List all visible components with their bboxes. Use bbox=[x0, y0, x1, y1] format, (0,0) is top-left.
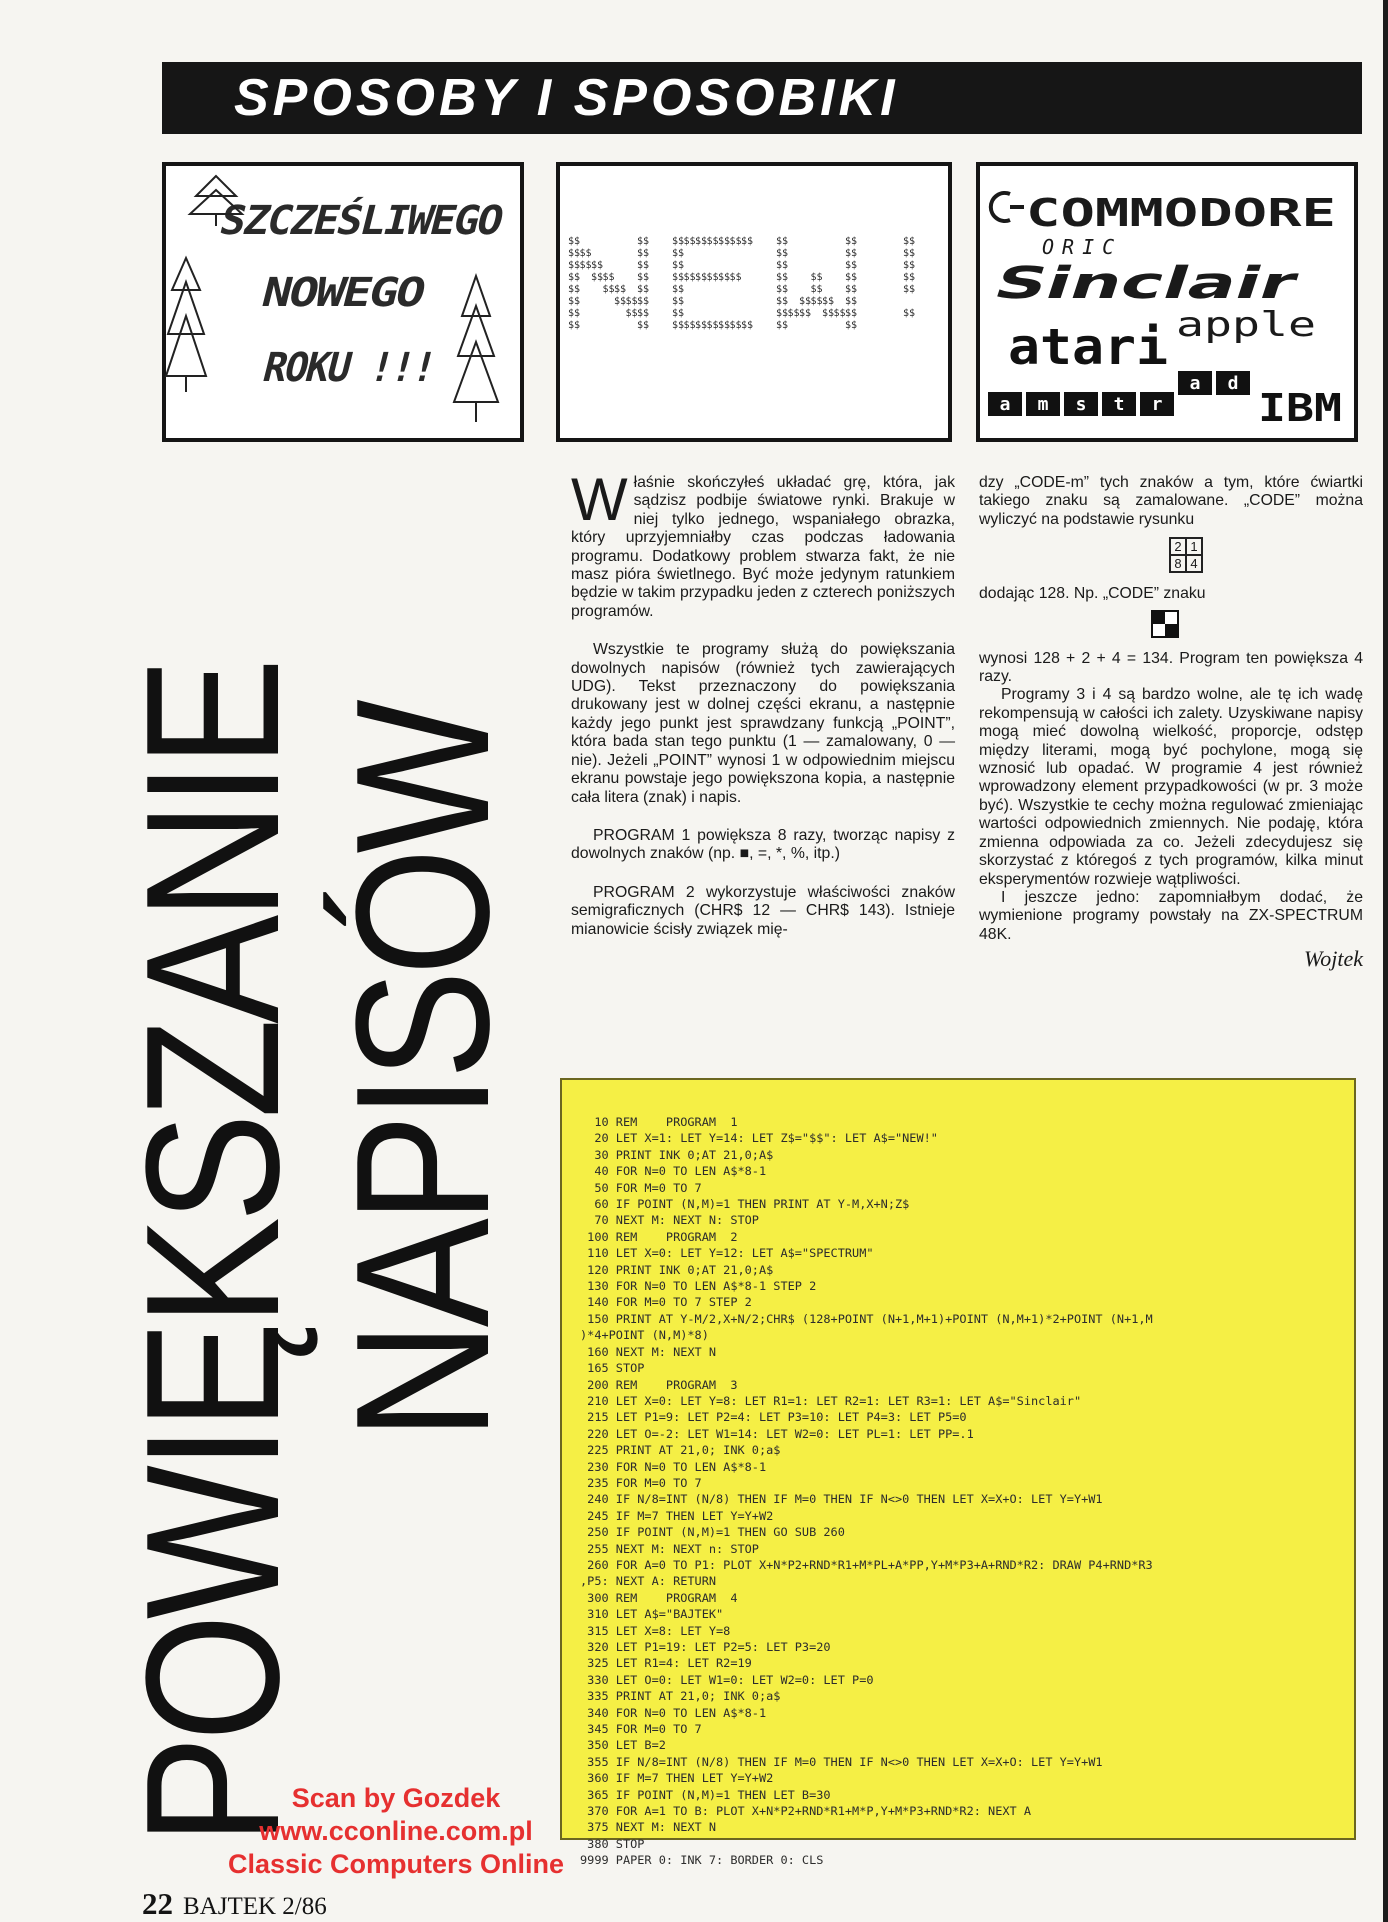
dollar-cell: $$ bbox=[625, 308, 638, 319]
amstrad-letter: d bbox=[1227, 373, 1239, 394]
dollar-cell: $$ bbox=[683, 272, 696, 283]
dollar-cell: $$ bbox=[903, 236, 916, 247]
dollar-cell: $$ bbox=[637, 320, 650, 331]
page-number: 22 bbox=[142, 1886, 173, 1921]
brand-commodore: COMMODORE bbox=[1026, 191, 1336, 235]
section-title: SPOSOBY I SPOSOBIKI bbox=[234, 69, 899, 127]
brand-apple: apple bbox=[1176, 305, 1316, 345]
dollar-cell: $$ bbox=[706, 320, 719, 331]
dollar-cell: $$ bbox=[568, 308, 581, 319]
dollar-cell: $$ bbox=[672, 236, 685, 247]
dollar-cell: $$ bbox=[637, 296, 650, 307]
page-footer bbox=[142, 1886, 327, 1922]
dollar-cell: $$ bbox=[568, 236, 581, 247]
christmas-tree-icon-bottom-left bbox=[166, 258, 206, 392]
dollar-cell: $$ bbox=[833, 308, 846, 319]
page-binding-edge bbox=[1383, 0, 1388, 1922]
brand-logos-graphic bbox=[980, 166, 1354, 438]
dollar-cell: $$ bbox=[672, 296, 685, 307]
dollar-cell: $$ bbox=[706, 272, 719, 283]
dollar-cell: $$ bbox=[787, 308, 800, 319]
dollar-cell: $$ bbox=[903, 260, 916, 271]
dollar-cell: $$ bbox=[845, 308, 858, 319]
dollar-cell: $$ bbox=[845, 320, 858, 331]
dollar-cell: $$ bbox=[695, 236, 708, 247]
brand-atari: atari bbox=[1008, 318, 1168, 376]
basic-program-listing bbox=[560, 1078, 1356, 1868]
dollar-cell: $$ bbox=[568, 248, 581, 259]
dollar-cell: $$ bbox=[637, 308, 650, 319]
amstrad-letter: m bbox=[1037, 394, 1049, 415]
dollar-cell: $$ bbox=[568, 320, 581, 331]
dollar-cell: $$ bbox=[672, 284, 685, 295]
dollar-cell: $$ bbox=[729, 272, 742, 283]
dollar-cell: $$ bbox=[822, 308, 835, 319]
dollar-cell: $$ bbox=[845, 260, 858, 271]
dollar-cell: $$ bbox=[718, 236, 731, 247]
dollar-cell: $$ bbox=[799, 296, 812, 307]
new-year-line-1: SZCZEŚLIWEGO bbox=[215, 196, 492, 244]
dollar-cell: $$ bbox=[776, 308, 789, 319]
scanner-credit bbox=[206, 1782, 586, 1881]
dollar-cell: $$ bbox=[602, 272, 615, 283]
dollar-cell: $$ bbox=[683, 236, 696, 247]
amstrad-letter: a bbox=[1189, 373, 1201, 394]
scanner-line-1: Scan by Gozdek bbox=[291, 1783, 501, 1813]
article-author: Wojtek bbox=[1303, 946, 1363, 972]
screenshot-new-year bbox=[162, 162, 524, 442]
article-title-line-1: POWIĘKSZANIE bbox=[107, 663, 319, 1845]
dollar-cell: $$ bbox=[672, 320, 685, 331]
article-paragraph-8: Programy 3 i 4 są bardzo wolne, ale tę ich wadę rekompensują w całości ich zalety. Uzyskiwane napisy mogą mieć dowolną wielkość, proporcje, odstęp między literami, mogą być pochylone, mogą się wznosić lub opadać. W programie 4 jest również wprowadzony element przypadkowości (w pr. 3 może być). Wszystkie te cechy można regulować zmieniając wartości odpowiednich zmiennych. Nie podaję, która zmienna odpowiada za co. Jeżeli zdecydujesz się skorzystać z któregoś z tych programów, kilka minut eksperymentów rozwieje wątpliwości. bbox=[979, 686, 1363, 888]
article-paragraph-2: Wszystkie te programy służą do powiększania dowolnych napisów (również tych zawierających UDG). Tekst przeznaczony do powiększania drukowany jest w dolnej części ekranu, a następnie każdy jego punkt jest sprawdzany funkcją „POINT”, która bada stan tego punktu (1 — zamalowany, 0 — nie). Jeżeli „POINT” wynosi 1 w odpowiednim miejscu ekranu powstaje jego powiększona kopia, a następnie cała litera (znak) i napis. bbox=[571, 641, 955, 806]
dollar-cell: $$ bbox=[718, 272, 731, 283]
dollar-cell: $$ bbox=[568, 284, 581, 295]
dollar-cell: $$ bbox=[672, 260, 685, 271]
dollar-cell: $$ bbox=[637, 236, 650, 247]
amstrad-letter: a bbox=[999, 394, 1011, 415]
article-paragraph-6: dodając 128. Np. „CODE” znaku bbox=[979, 585, 1206, 603]
amstrad-letter: r bbox=[1151, 394, 1163, 415]
amstrad-letter: t bbox=[1113, 394, 1125, 415]
commodore-logo-icon bbox=[991, 193, 1024, 221]
new-year-line-3: ROKU !!! bbox=[258, 343, 447, 391]
dollar-cell: $$ bbox=[776, 284, 789, 295]
dollar-cell: $$ bbox=[810, 296, 823, 307]
brand-sinclair: Sinclair bbox=[987, 257, 1191, 309]
dollar-cell: $$ bbox=[683, 320, 696, 331]
listing-code: 10 REM PROGRAM 1 20 LET X=1: LET Y=14: LET Z$="$$": LET A$="NEW!" 30 PRINT INK 0;AT 21,0;A$ 40 FOR N=0 TO LEN A$*8-1 50 FOR M=0 TO 7 60 IF POINT (N,M)=1 THEN PRINT AT Y-M,X+N;Z$ 70 NEXT M: NEXT N: STOP 100 REM PROGRAM 2 110 LET X=0: LET Y=12: LET A$="SPECTRUM" 120 PRINT INK 0;AT 21,0;A$ 130 FOR N=0 TO LEN A$*8-1 STEP 2 140 FOR M=0 TO 7 STEP 2 150 PRINT AT Y-M/2,X+N/2;CHR$ (128+POINT (N+1,M+1)+POINT (N,M+1)*2+POINT (N+1,M )*4+POINT (N,M)*8) 160 NEXT M: NEXT N 165 STOP 200 REM PROGRAM 3 210 LET X=0: LET Y=8: LET R1=1: LET R2=1: LET R3=1: LET A$="Sinclair" 215 LET P1=9: LET P2=4: LET P3=10: LET P4=3: LET P5=0 220 LET O=-2: LET W1=14: LET W2=0: LET PL=1: LET PP=.1 225 PRINT AT 21,0; INK 0;a$ 230 FOR N=0 TO LEN A$*8-1 235 FOR M=0 TO 7 240 IF N/8=INT (N/8) THEN IF M=0 THEN IF N<>0 THEN LET X=X+O: LET Y=Y+W1 245 IF M=7 THEN LET Y=Y+W2 250 IF POINT (N,M)=1 THEN GO SUB 260 255 NEXT M: NEXT n: STOP 260 FOR A=0 TO P1: PLOT X+N*P2+RND*R1+M*PL+A*PP,Y+M*P3+A+RND*R2: DRAW P4+RND*R3 ,P5: NEXT A: RETURN 300 REM PROGRAM 4 310 LET A$="BAJTEK" 315 LET X=8: LET Y=8 320 LET P1=19: LET P2=5: LET P3=20 325 LET R1=4: LET R2=19 330 LET O=0: LET W1=0: LET W2=0: LET P=0 335 PRINT AT 21,0; INK 0;a$ 340 FOR N=0 TO LEN A$*8-1 345 FOR M=0 TO 7 350 LET B=2 355 IF N/8=INT (N/8) THEN IF M=0 THEN IF N<>0 THEN LET X=X+O: LET Y=Y+W1 360 IF M=7 THEN LET Y=Y+W2 365 IF POINT (N,M)=1 THEN LET B=30 370 FOR A=1 TO B: PLOT X+N*P2+RND*R1+M*P,Y+M*P3+RND*R2: NEXT A 375 NEXT M: NEXT N 380 STOP 9999 PAPER 0: INK 7: BORDER 0: CLS bbox=[580, 1115, 1153, 1868]
dollar-cell: $$ bbox=[845, 272, 858, 283]
dollar-cell: $$ bbox=[637, 248, 650, 259]
article-column-1 bbox=[571, 466, 955, 959]
dollar-cell: $$ bbox=[776, 320, 789, 331]
dollar-cell: $$ bbox=[776, 248, 789, 259]
new-dollar-graphic bbox=[560, 166, 948, 438]
dollar-cell: $$ bbox=[776, 296, 789, 307]
dollar-cell: $$ bbox=[718, 320, 731, 331]
dollar-cell: $$ bbox=[810, 272, 823, 283]
dollar-cell: $$ bbox=[799, 308, 812, 319]
dollar-cell: $$ bbox=[776, 236, 789, 247]
christmas-tree-icon-right bbox=[454, 276, 498, 422]
scanner-line-3: Classic Computers Online bbox=[227, 1849, 565, 1879]
quarter-code-diagram: 2 1 8 4 bbox=[1169, 537, 1203, 573]
screenshot-brands bbox=[976, 162, 1358, 442]
article-paragraph-9: I jeszcze jedno: zapomniałbym dodać, że wymienione programy powstały na ZX-SPECTRUM 48K. bbox=[979, 888, 1363, 943]
dollar-cell: $$ bbox=[672, 308, 685, 319]
dollar-cell: $$ bbox=[672, 272, 685, 283]
brand-amstrad-boxes bbox=[988, 371, 1250, 416]
dollar-cell: $$ bbox=[591, 272, 604, 283]
dollar-cell: $$ bbox=[706, 236, 719, 247]
dollar-cell: $$ bbox=[602, 284, 615, 295]
article-paragraph-1: Właśnie skończyłeś układać grę, która, jak sądzisz podbije światowe rynki. Brakuje w niej tylko jednego, wspaniałego obrazka, który uprzyjemniałby czas podczas ładowania programu. Dodatkowy problem stwarza fakt, że nie masz pióra świetlnego. Być może jedynym ratunkiem będzie w takim przypadku jeden z czterech poniższych programów. bbox=[571, 466, 955, 620]
dollar-cell: $$ bbox=[741, 236, 754, 247]
article-title-line-2: NAPISÓW bbox=[317, 704, 529, 1440]
brand-ibm: IBM bbox=[1258, 386, 1342, 430]
dollar-cell: $$ bbox=[695, 320, 708, 331]
dollar-cell: $$ bbox=[695, 272, 708, 283]
dollar-cell: $$ bbox=[637, 260, 650, 271]
semigraphic-char-icon bbox=[1151, 610, 1179, 638]
dollar-cell: $$ bbox=[591, 260, 604, 271]
scanner-url[interactable]: www.cconline.com.pl bbox=[259, 1816, 533, 1846]
screenshot-new bbox=[556, 162, 952, 442]
article-paragraph-4: PROGRAM 2 wykorzystuje właściwości znaków semigraficznych (CHR$ 12 — CHR$ 143). Istnieje mianowicie ścisły związek mię- bbox=[571, 883, 955, 938]
article-paragraph-5: dzy „CODE-m” tych znaków a tym, które ćwiartki takiego znaku są zamalowane. „CODE” można wyliczyć na podstawie rysunku bbox=[979, 474, 1363, 528]
dollar-cell: $$ bbox=[845, 236, 858, 247]
article-paragraph-3: PROGRAM 1 powiększa 8 razy, tworząc napisy z dowolnych znaków (np. ■, =, *, %, itp.) bbox=[571, 826, 955, 863]
article-column-2 bbox=[979, 474, 1363, 972]
brand-oric: ORIC bbox=[1042, 235, 1123, 259]
section-banner bbox=[162, 62, 1362, 134]
dollar-cell: $$ bbox=[903, 284, 916, 295]
dollar-cell: $$ bbox=[614, 284, 627, 295]
dollar-cell: $$ bbox=[845, 248, 858, 259]
dollar-cell: $$ bbox=[822, 296, 835, 307]
article-title bbox=[107, 465, 529, 1845]
drop-cap: W bbox=[571, 466, 628, 533]
dollar-cell: $$ bbox=[568, 296, 581, 307]
dollar-cell: $$ bbox=[579, 260, 592, 271]
new-year-line-2: NOWEGO bbox=[257, 268, 402, 316]
dollar-cell: $$ bbox=[845, 296, 858, 307]
dollar-cell: $$ bbox=[625, 296, 638, 307]
new-year-graphic bbox=[166, 166, 520, 438]
dollar-cell: $$ bbox=[776, 272, 789, 283]
dollar-cell: $$ bbox=[903, 248, 916, 259]
article-paragraph-7: wynosi 128 + 2 + 4 = 134. Program ten powiększa 4 razy. bbox=[979, 649, 1363, 686]
dollar-cell: $$ bbox=[579, 248, 592, 259]
dollar-cell: $$ bbox=[810, 284, 823, 295]
dollar-cell: $$ bbox=[903, 272, 916, 283]
dollar-cell: $$ bbox=[729, 320, 742, 331]
dollar-cell: $$ bbox=[614, 296, 627, 307]
dollar-cell: $$ bbox=[729, 236, 742, 247]
dollar-cell: $$ bbox=[568, 260, 581, 271]
dollar-cell: $$ bbox=[637, 272, 650, 283]
dollar-cell: $$ bbox=[568, 272, 581, 283]
dollar-cell: $$ bbox=[637, 284, 650, 295]
amstrad-letter: s bbox=[1075, 394, 1087, 415]
magazine-issue: BAJTEK 2/86 bbox=[183, 1893, 327, 1920]
dollar-cell: $$ bbox=[776, 260, 789, 271]
dollar-cell: $$ bbox=[672, 248, 685, 259]
dollar-cell: $$ bbox=[845, 284, 858, 295]
dollar-cell: $$ bbox=[903, 308, 916, 319]
dollar-cell: $$ bbox=[741, 320, 754, 331]
